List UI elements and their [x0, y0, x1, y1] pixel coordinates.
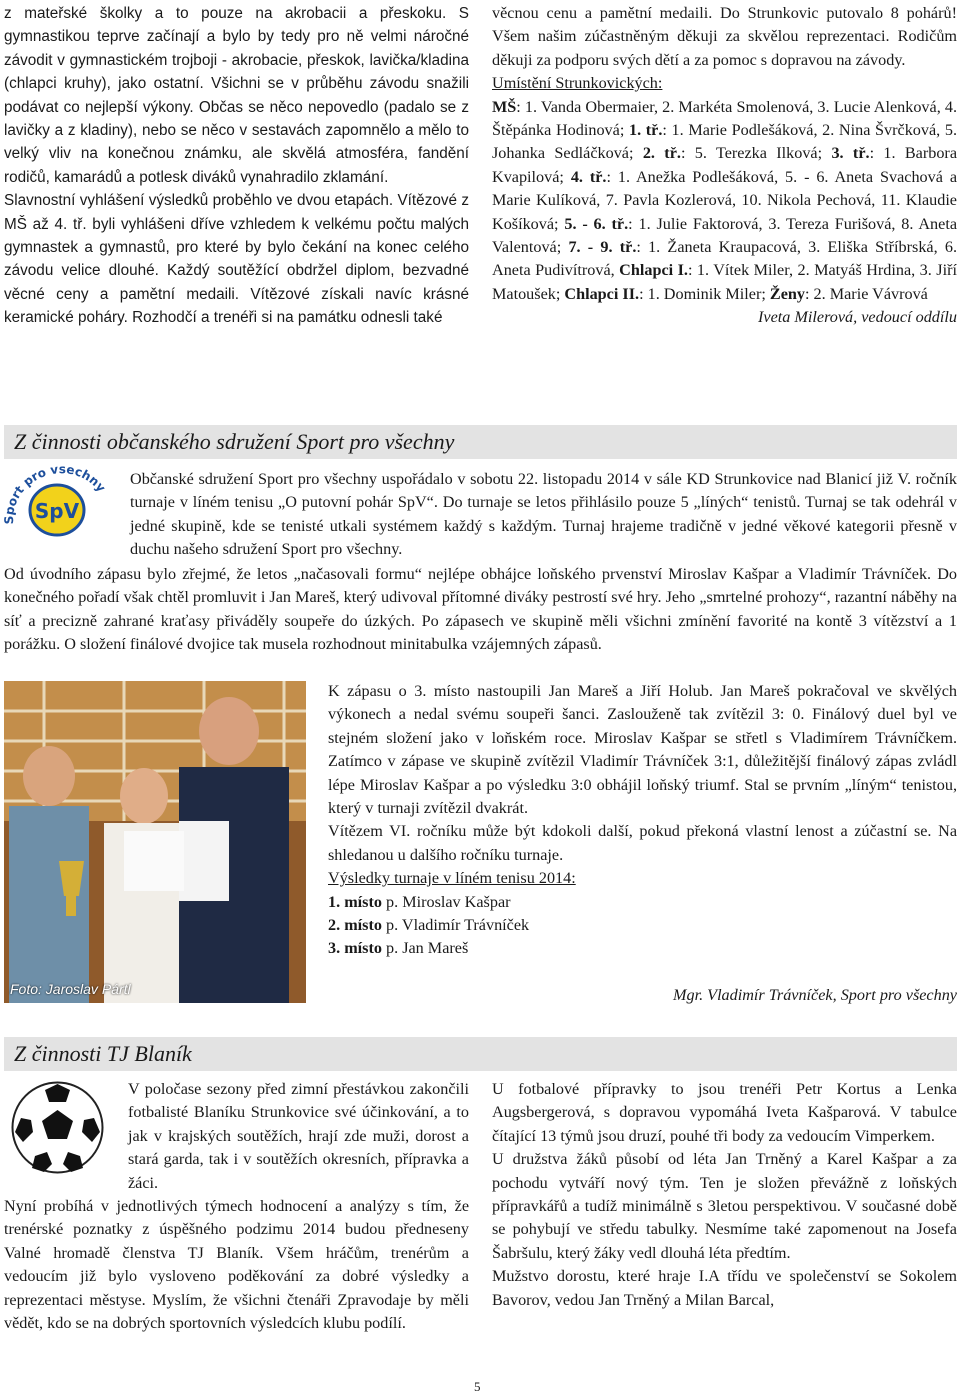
placement-text: : 1. Anežka Podlešáková, 5. - 6. Aneta Svachová a Marie Kulíková, 7. Pavla Kozlerová, 10. Nikola Pechová, 11. Klaudie Košíková; — [492, 167, 957, 233]
spv-section-heading: Z činnosti občanského sdružení Sport pro všechny — [4, 425, 957, 459]
placement-text: : 1. Dominik Miler; — [639, 284, 770, 303]
gym-left-column — [4, 2, 469, 330]
gym-left-paragraph-2: Slavnostní vyhlášení výsledků proběhlo ve dvou etapách. Vítězové z MŠ až 4. tř. byli vyhlášeni dříve vzhledem k velkému počtu malých gymnastek a gymnastů, pro které by bylo čekání na konec celého závodu velice dlouhé. Každý soutěžící obdržel diplom, bezvadné věcné ceny a pamětní medaili. Vítězové získali navíc krásné keramické poháry. Rozhodčí a trenéři si na památku odnesli také — [4, 192, 469, 327]
result-row — [328, 914, 957, 937]
spv-para3-text: K zápasu o 3. místo nastoupili Jan Mareš a Jiří Holub. Jan Mareš pokračoval ve skvělých výkonech a nedal svému soupeři šanci. Zaslouženě tak zvítězil 3: 0. Finálový duel byl ve stejném složení jako v loňském roce. Miroslav Kašpar se střetl s Vladimírem Trávníčkem. Zatímco v zápase ve skupině zvítězil Vladimír Trávníček 3:1, důležitější finálový zápas zvládl lépe Miroslav Kašpar a po výsledku 3:0 obhájil loňský triumf. Stal se prvním „líným“ tenistou, který v turnaji zvítězil dvakrát. — [328, 682, 957, 818]
tj-right-para1: U fotbalové přípravky to jsou trenéři Petr Kortus a Lenka Augsbergerová, s dopravou vypomáhá Iveta Kašparová. V tabulce čítající 13 týmů jsou druzí, pouhé tři body za vedoucím Vimperkem. — [492, 1080, 957, 1145]
placement-text: : 5. Terezka Ilková; — [680, 144, 832, 163]
football-icon — [10, 1080, 105, 1175]
result-name: p. Miroslav Kašpar — [381, 892, 511, 911]
spv-logo — [2, 466, 112, 556]
spv-logo-ring-text: Sport pro všechny — [2, 466, 109, 525]
spv-logo-text: SpV — [34, 499, 80, 523]
gym-right-intro: věcnou cenu a pamětní medaili. Do Strunkovic putovalo 8 pohárů! Všem našim zúčastněným děkuji za skvělou reprezentaci. Rodičům děkuji za podporu svých dětí a za pomoc s dopravou na závody. — [492, 4, 957, 69]
football-image — [10, 1080, 105, 1175]
results-heading: Výsledky turnaje v líném tenisu 2014: — [328, 869, 576, 888]
placement-heading: Umístění Strunkovických: — [492, 74, 663, 93]
placement-label: 1. tř. — [628, 121, 663, 140]
result-row — [328, 937, 957, 960]
result-name: p. Jan Mareš — [381, 939, 469, 958]
page-number: 5 — [474, 1379, 481, 1394]
placement-label: MŠ — [492, 97, 517, 116]
result-name: p. Vladimír Trávníček — [381, 916, 530, 935]
gym-right-column — [492, 2, 957, 330]
spv-signature: Mgr. Vladimír Trávníček, Sport pro všechny — [673, 986, 957, 1004]
tj-right-para2: U družstva žáků působí od léta Jan Trněný a Karel Kašpar a za pochodu vytváří nový tým. Ten je složen převážně z loňských přípravkářů a tudíž minimálně s 3letou perspektivou. V současné době se pohybují ve středu tabulky. Nesmíme také zapomenout na Josefa Šabršulu, který žáky vedl dlouhá léta předtím. — [492, 1150, 957, 1262]
placement-label: 3. tř. — [831, 144, 870, 163]
spv-paragraph-2 — [4, 563, 957, 657]
spv-intro — [130, 468, 957, 562]
tj-left-para1: V poločase sezony před zimní přestávkou zakončili fotbalisté Blaníku Strunkovice své účinkování, a to jak v krajských soutěžích, hrají zde muži, dorost a stará garda, tak i v soutěžích okresních, přípravka a žáci. — [128, 1080, 469, 1192]
tj-right-column — [492, 1078, 957, 1312]
placement-text: : 1. Vítek Miler, 2. Matyáš Hrdina, 3. Jiří Matoušek; — [492, 261, 957, 303]
photo-credit: Foto: Jaroslav Pártl — [10, 981, 131, 997]
tj-left-column-2 — [4, 1195, 469, 1335]
gym-left-paragraph-1: z mateřské školky a to pouze na akrobacii a přeskoku. S gymnastikou teprve začínají a bylo by tedy pro ně velmi náročné závodit v gymnastickém trojboji - akrobacie, přeskok, lavička/kladina (chlapci kruhy), jako ostatní. Všichni se v průběhu závodu snažili podávat co nejlepší výkony. Občas se něco nepovedlo (padalo se z lavičky a z kladiny), nebo se něco v sestavách zapomnělo a mělo to velký vliv na konečnou známku, ale skvělá atmosféra, fandění rodičů, kamarádů a potlesk diváků vynahradilo zklamání. — [4, 5, 469, 186]
spv-para2-text: Od úvodního zápasu bylo zřejmé, že letos „načasovali formu“ nejlépe obhájce loňského prvenství Miroslav Kašpar a Vladimír Trávníček. Do konečného pořadí však chtěl promluvit i Jan Mareš, který udivoval přítomné diváky pestrostí své hry. Jeho „smrtelné prohozy“, razantní náběhy na síť a precizně zahrané kraťasy přiváděly soupeře do úzkých. Po zápasech ve skupině měli všichni zmínění favorité na kontě 3 vítězství a 1 porážku. O složení finálové dvojice tak musela rozhodnout minitabulka vzájemných zápasů. — [4, 565, 957, 654]
placement-text: : 1. Vanda Obermaier, 2. Markéta Smolenová, 3. Lucie Alenková, 4. Štěpánka Hodinová; — [492, 97, 957, 140]
placement-text: : 1. Marie Podlešáková, 2. Nina Švrčková, 5. Johanka Sedláčková; — [492, 121, 957, 163]
result-place: 3. místo — [328, 939, 382, 958]
placement-text: : 1. Barbora Kvapilová; — [492, 144, 958, 186]
placement-label: Chlapci I. — [619, 261, 688, 280]
placement-label: 4. tř. — [570, 167, 607, 186]
placement-text: : 2. Marie Vávrová — [805, 284, 928, 303]
placement-label: Chlapci II. — [564, 284, 640, 303]
tj-left-column — [128, 1078, 469, 1195]
spv-para4-text: Vítězem VI. ročníku může být kdokoli další, pokud překoná vlastní lenost a zúčastní se. Na shledanou u dalšího ročníku turnaje. — [328, 822, 957, 864]
placement-label: Ženy — [769, 284, 805, 303]
placement-label: 2. tř. — [642, 144, 681, 163]
gym-signature: Iveta Milerová, vedoucí oddílu — [758, 308, 957, 327]
placement-label: 7. - 9. tř. — [568, 238, 637, 257]
placement-label: 5. - 6. tř. — [564, 214, 629, 233]
placement-list — [492, 96, 957, 307]
result-place: 2. místo — [328, 916, 382, 935]
spv-intro-text: Občanské sdružení Sport pro všechny uspořádalo v sobotu 22. listopadu 2014 v sále KD Strunkovice nad Blanicí již V. ročník turnaje v líném tenisu „O putovní pohár SpV“. Do turnaje se letos přihlásilo pouze 5 „líných“ tenistů. Turnaj se tak odehrál v jedné skupině, kde se tenisté utkali systémem každý s každým. Turnaj hrajeme tradičně v jedné věkové kategorii přesně v duchu našeho sdružení Sport pro všechny. — [130, 470, 957, 559]
tj-section-heading: Z činnosti TJ Blaník — [4, 1037, 957, 1071]
placement-text: : 1. Žaneta Kraupacová, 3. Eliška Stříbrská, 6. Aneta Pudivítrová, — [492, 238, 957, 280]
result-row — [328, 891, 957, 914]
spv-logo-icon — [2, 466, 112, 556]
tennis-photo — [4, 681, 306, 1003]
tj-left-para2: Nyní probíhá v jednotlivých týmech hodnocení a analýzy s tím, že trenérské poznatky z úspěšného podzimu 2014 budou předneseny Valné hromadě členstva TJ Blaník. Všem hráčům, trenérům a vedoucím již bylo vysloveno poděkování za dobré výsledky a reprezentaci městyse. Myslím, že všichni čtenáři Zpravodaje by měli vědět, kdo se na dobrých sportovních výsledcích klubu podílí. — [4, 1197, 469, 1333]
result-place: 1. místo — [328, 892, 382, 911]
tj-right-para3: Mužstvo dorostu, které hraje I.A třídu ve společenství se Sokolem Bavorov, vedou Jan Trněný a Milan Barcal, — [492, 1267, 957, 1309]
tennis-photo-image — [4, 681, 306, 1003]
placement-text: : 1. Julie Faktorová, 3. Tereza Furišová, 8. Aneta Valentová; — [492, 214, 957, 257]
spv-right-column — [328, 680, 957, 961]
